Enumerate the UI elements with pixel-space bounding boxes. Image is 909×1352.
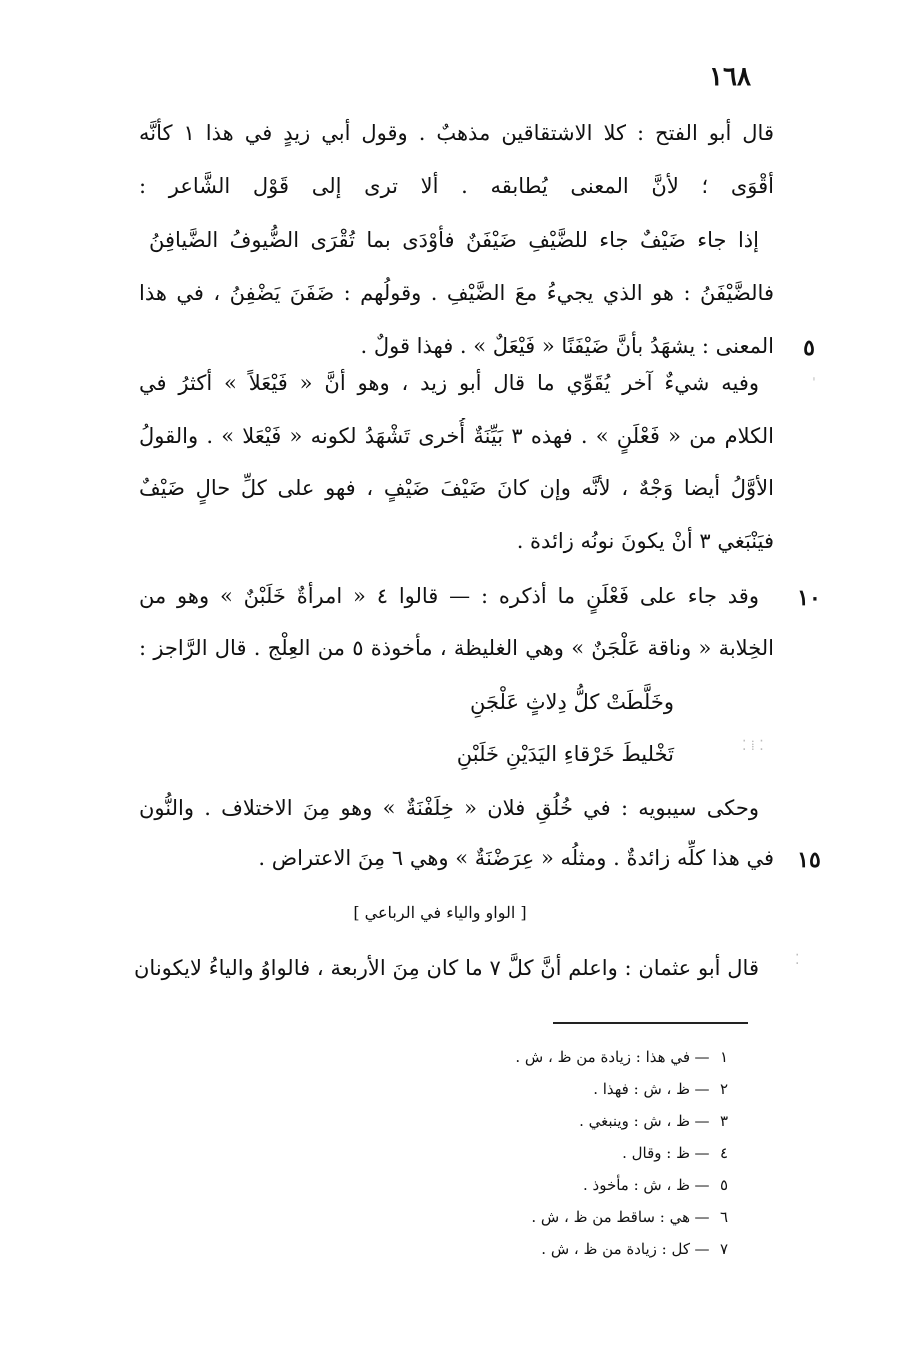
footnote-number: ٢	[719, 1080, 729, 1098]
scan-speck: ˈ	[812, 376, 816, 392]
footnote-6	[404, 1206, 734, 1230]
body-line-8: فيَنْبَغي ٣ أنْ يكونَ نونُه زائدة .	[516, 529, 774, 553]
verse-line: إذا جاء ضَيْفٌ جاء للضَّيْفِ ضَيْفَنٌ فأوْدَى بما تُقْرَى الضُّيوفُ الضَّيافِنُ	[149, 228, 759, 252]
footnote-number: ٤	[719, 1144, 729, 1162]
footnote-1	[404, 1046, 734, 1070]
page-number: ١٦٨	[709, 62, 751, 92]
body-line-4: المعنى : يشهَدُ بأنَّ ضَيْفَنًا « فَيْعَلٌ » . فهذا قولٌ .	[360, 334, 774, 358]
footnote-3	[404, 1110, 734, 1134]
body-line-1: قال أبو الفتح : كلا الاشتقاقين مذهبٌ . وقول أبي زيدٍ في هذا ١ كأنَّه	[139, 121, 774, 145]
body-line-12: في هذا كلِّه زائدةٌ . ومثلُه « عِرَضْنَةٌ » وهي ٦ مِنَ الاعتراض .	[258, 846, 774, 870]
footnote-number: ٧	[719, 1240, 729, 1258]
footnote-number: ١	[719, 1048, 729, 1066]
footnote-4	[404, 1142, 734, 1166]
body-line-2: أقْوَى ؛ لأنَّ المعنى يُطابقه . ألا ترى إلى قَوْل الشَّاعر :	[139, 174, 774, 198]
footnote-dash: —	[694, 1176, 710, 1194]
section-heading: [ الواو والياء في الرباعي ]	[353, 903, 527, 922]
footnote-5	[404, 1174, 734, 1198]
footnote-text: ظ ، ش : وينبغي .	[579, 1112, 690, 1130]
rajaz-verse-1: وخَلَّطَتْ كلُّ دِلاثٍ عَلْجَنِ	[470, 690, 674, 714]
footnote-2	[404, 1078, 734, 1102]
body-line-6: الكلام من « فَعْلَنٍ » . فهذه ٣ بَيِّنَةٌ أُخرى تَشْهَدُ لكونه « فَيْعَلا » . والقولُ	[139, 424, 774, 448]
footnote-text: كل : زيادة من ظ ، ش .	[541, 1240, 690, 1258]
body-line-13: قال أبو عثمان : واعلم أنَّ كلَّ ٧ ما كان مِنَ الأربعة ، فالواوُ والياءُ لايكونان	[134, 956, 759, 980]
footnote-dash: —	[694, 1112, 710, 1130]
footnote-dash: —	[694, 1048, 710, 1066]
footnote-number: ٦	[719, 1208, 729, 1226]
rajaz-verse-2: تَخْليطَ خَرْقاءِ اليَدَيْنِ خَلَبْنِ	[456, 742, 674, 766]
line-marker-10: ١٠	[797, 585, 821, 611]
footnote-dash: —	[694, 1208, 710, 1226]
footnote-text: ظ ، ش : فهذا .	[593, 1080, 690, 1098]
footnote-text: ظ : وقال .	[622, 1144, 690, 1162]
scan-speck: ⁚	[795, 952, 800, 968]
footnote-separator	[553, 1022, 748, 1024]
body-line-3: فالضَّيْفَنُ : هو الذي يجيءُ معَ الضَّيْفِ . وقولُهم : ضَفَنَ يَضْفِنُ ، في هذا	[139, 281, 774, 305]
footnote-7	[404, 1238, 734, 1262]
footnote-text: هي : ساقط من ظ ، ش .	[531, 1208, 690, 1226]
footnote-dash: —	[694, 1240, 710, 1258]
line-marker-15: ١٥	[797, 847, 821, 873]
line-marker-5: ٥	[803, 335, 815, 361]
body-line-11: وحكى سيبويه : في خُلُقِ فلان « خِلَفْنَةٌ » وهو مِنَ الاختلاف . والنُّون	[139, 796, 759, 820]
footnote-dash: —	[694, 1144, 710, 1162]
scan-speck: ⁚ ⁞ ⁚	[742, 738, 764, 754]
body-line-5: وفيه شيءٌ آخر يُقَوِّي ما قال أبو زيد ، وهو أنَّ « فَيْعَلاً » أكثرُ في	[139, 371, 759, 395]
body-line-10: الخِلابة « وناقة عَلْجَنٌ » وهي الغليظة ، مأخوذة ٥ من العِلْج . قال الرَّاجز :	[139, 636, 774, 660]
footnote-text: في هذا : زيادة من ظ ، ش .	[515, 1048, 690, 1066]
footnote-number: ٥	[719, 1176, 729, 1194]
footnote-dash: —	[694, 1080, 710, 1098]
footnote-number: ٣	[719, 1112, 729, 1130]
footnote-text: ظ ، ش : مأخوذ .	[583, 1176, 690, 1194]
body-line-9: وقد جاء على فَعْلَنٍ ما أذكره : — قالوا ٤ « امرأةٌ خَلَبْنٌ » وهو من	[139, 584, 759, 608]
body-line-7: الأوَّلُ أيضا وَجْهٌ ، لأنَّه وإن كانَ ضَيْفَ ضَيْفٍ ، فهو على كلِّ حالٍ ضَيْفٌ	[139, 476, 774, 500]
